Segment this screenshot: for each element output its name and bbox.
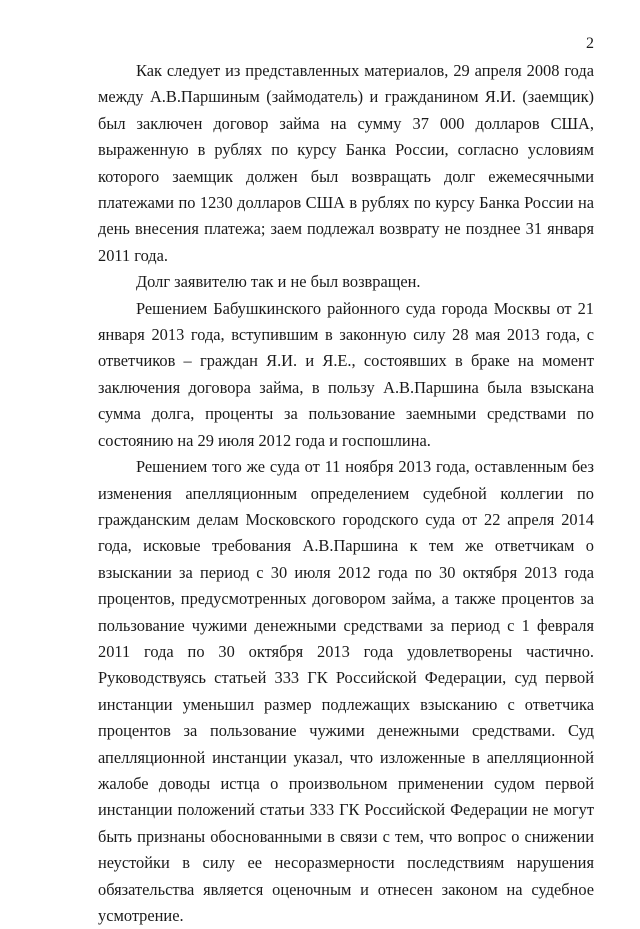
document-body [98,58,594,929]
paragraph-debt-not-returned: Долг заявителю так и не был возвращен. [136,272,421,292]
paragraph-loan-agreement: Как следует из представленных материалов, 29 апреля 2008 года между А.В.Паршиным (займодатель) и гражданином Я.И. (заемщик) был заключен договор займа на сумму 37 000 долларов США, выраженную в рублях по курсу Банка России, согласно условиям которого заемщик должен был возвращать долг ежемесячными платежами по 1230 долларов США в рублях по курсу Банка России на день внесения платежа; заем подлежал возврату не позднее 31 января 2011 года. [98,61,594,265]
page-number: 2 [586,35,594,52]
paragraph-appeal-decision: Решением того же суда от 11 ноября 2013 года, оставленным без изменения апелляционным определением судебной коллегии по гражданским делам Московского городского суда от 22 апреля 2014 года, исковые требования А.В.Паршина к тем же ответчикам о взыскании за период с 30 июля 2012 года по 30 октября 2013 года процентов, предусмотренных договором займа, а также процентов за пользование чужими денежными средствами за период с 1 февраля 2011 года по 30 октября 2013 года удовлетворены частично. Руководствуясь статьей 333 ГК Российской Федерации, суд первой инстанции уменьшил размер подлежащих взысканию с ответчика процентов за пользование чужими денежными средствами. Суд апелляционной инстанции указал, что изложенные в апелляционной жалобе доводы истца о произвольном применении судом первой инстанции положений статьи 333 ГК Российской Федерации не могут быть признаны обоснованными в связи с тем, что вопрос о снижении неустойки в силу ее несоразмерности последствиям нарушения обязательства является оценочным и отнесен законом на судебное усмотрение. [98,457,594,925]
paragraph-district-court-decision: Решением Бабушкинского районного суда города Москвы от 21 января 2013 года, вступившим в законную силу 28 мая 2013 года, с ответчиков – граждан Я.И. и Я.Е., состоявших в браке на момент заключения договора займа, в пользу А.В.Паршина была взыскана сумма долга, проценты за пользование заемными средствами по состоянию на 29 июля 2012 года и госпошлина. [98,298,594,450]
